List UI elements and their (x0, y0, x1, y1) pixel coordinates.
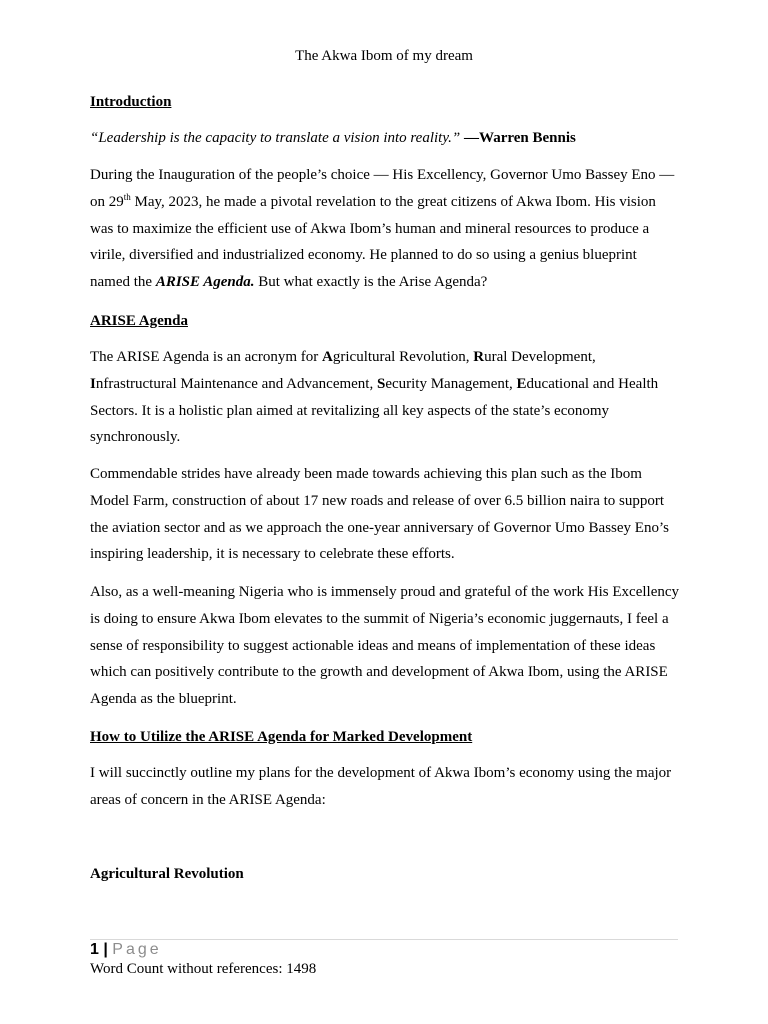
quote-text: “Leadership is the capacity to translate a vision into reality.” (90, 130, 461, 146)
acronym-lead: The ARISE Agenda is an acronym for (90, 349, 323, 365)
date-ordinal: th (123, 191, 131, 202)
footer-divider (90, 939, 678, 940)
acronym-letter-e: E (516, 375, 527, 392)
outline-paragraph: I will succinctly outline my plans for the development of Akwa Ibom’s economy using the major areas of concern in the ARISE Agenda: (90, 765, 672, 808)
intro-paragraph (90, 162, 680, 296)
page-number-footer (90, 940, 162, 960)
epigraph-quote (90, 128, 576, 148)
agricultural-revolution-heading: Agricultural Revolution (90, 866, 244, 882)
acronym-educational: ducational and Health Sectors. It is a holistic plan aimed at revitalizing all key aspects of the state’s economy synchronously. (90, 375, 659, 446)
arise-agenda-emphasis: ARISE Agenda. (155, 274, 255, 291)
responsibility-paragraph: Also, as a well-meaning Nigeria who is immensely proud and grateful of the work His Excellency is doing to ensure Akwa Ibom elevates to the summit of Nigeria’s economic juggernauts, I feel a sense of responsibility to suggest actionable ideas and means of implementation of these ideas which can positively contribute to the growth and development of Akwa Ibom, using the ARISE Agenda as the blueprint. (90, 584, 680, 708)
achievements-paragraph: Commendable strides have already been made towards achieving this plan such as the Ibom Model Farm, construction of about 17 new roads and release of over 6.5 billion naira to support the aviation sector and as we approach the one-year anniversary of Governor Umo Bassey Eno’s inspiring leadership, it is necessary to celebrate these efforts. (90, 466, 669, 563)
word-count: Word Count without references: 1498 (90, 961, 317, 977)
acronym-paragraph (90, 344, 680, 451)
acronym-infrastructural: nfrastructural Maintenance and Advancement, (95, 375, 377, 392)
quote-attribution: —Warren Bennis (464, 130, 576, 146)
introduction-heading: Introduction (90, 94, 172, 110)
acronym-security: ecurity Management, (385, 375, 517, 392)
intro-text-3: But what exactly is the Arise Agenda? (254, 274, 488, 291)
intro-text-2: May, 2023, he made a pivotal revelation to the great citizens of Akwa Ibom. His vision was to maximize the efficient use of Akwa Ibom’s human and mineral resources to produce a virile, diversified and industrialized economy. He planned to do so using a genius blueprint named the (90, 193, 656, 291)
acronym-letter-r: R (473, 349, 485, 365)
acronym-letter-a: A (322, 349, 333, 365)
intro-text-1: During the Inauguration of the people’s choice — His Excellency, Governor Umo Bassey Eno — on 29 (90, 167, 675, 210)
how-to-utilize-heading: How to Utilize the ARISE Agenda for Marked Development (90, 729, 473, 745)
document-title: The Akwa Ibom of my dream (295, 48, 473, 64)
acronym-letter-i: I (90, 375, 96, 392)
acronym-rural: ural Development, (484, 349, 596, 365)
acronym-agricultural: gricultural Revolution, (332, 349, 474, 365)
page-label: Page (112, 941, 162, 958)
arise-agenda-heading: ARISE Agenda (90, 313, 188, 329)
page-separator: | (103, 941, 108, 958)
acronym-letter-s: S (376, 375, 386, 392)
page-number: 1 (90, 941, 99, 958)
